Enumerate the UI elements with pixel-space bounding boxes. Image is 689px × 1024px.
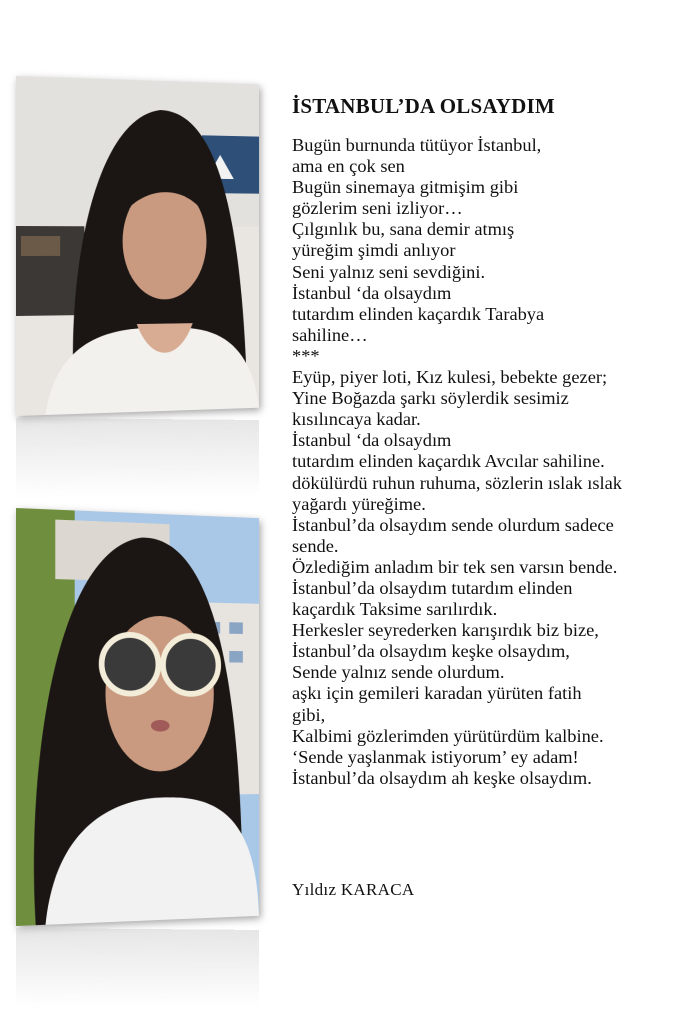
poem-line: Çılgınlık bu, sana demir atmış bbox=[292, 219, 515, 240]
poem-line: Eyüp, piyer loti, Kız kulesi, bebekte gezer; bbox=[292, 367, 608, 388]
poem-line: tutardım elinden kaçardık Tarabya bbox=[292, 303, 545, 324]
poem-line: İstanbul’da olsaydım sende olurdum sadece bbox=[292, 514, 614, 535]
poem-line: Seni yalnız seni sevdiğini. bbox=[292, 261, 486, 282]
poem-line: sende. bbox=[292, 535, 339, 556]
poem-line: gözlerim seni izliyor… bbox=[292, 198, 463, 219]
poem-line: İstanbul’da olsaydım tutardım elinden bbox=[292, 577, 573, 598]
poem-line: yüreğim şimdi anlıyor bbox=[292, 240, 456, 261]
author-portrait-photo-2 bbox=[16, 508, 259, 926]
poem-line: dökülürdü ruhun ruhuma, sözlerin ıslak ıslak bbox=[292, 472, 622, 493]
poem-line: Herkesler seyrederken karışırdık biz bize, bbox=[292, 620, 599, 641]
poem-line: ama en çok sen bbox=[292, 156, 405, 177]
portrait-1-illustration bbox=[16, 76, 259, 416]
poem-author: Yıldız KARACA bbox=[292, 880, 415, 899]
poem-body bbox=[292, 135, 682, 789]
poem-separator: *** bbox=[292, 345, 320, 366]
poem-line: ‘Sende yaşlanmak istiyorum’ ey adam! bbox=[292, 746, 579, 767]
portrait-2-illustration bbox=[16, 508, 259, 926]
poem-line: Bugün burnunda tütüyor İstanbul, bbox=[292, 135, 542, 155]
poem-title: İSTANBUL’DA OLSAYDIM bbox=[292, 94, 555, 118]
poem-line: Bugün sinemaya gitmişim gibi bbox=[292, 177, 519, 198]
poem-line: Özlediğim anladım bir tek sen varsın bende. bbox=[292, 556, 618, 577]
poem-line: Yine Boğazda şarkı söylerdik sesimiz bbox=[292, 388, 569, 409]
photo-2-reflection bbox=[16, 928, 259, 1008]
poem-line: Kalbimi gözlerimden yürütürdüm kalbine. bbox=[292, 725, 604, 746]
poem-line: İstanbul’da olsaydım ah keşke olsaydım. bbox=[292, 767, 592, 788]
photo-1-reflection bbox=[16, 418, 259, 498]
poem-line: sahiline… bbox=[292, 324, 368, 345]
poem-line: gibi, bbox=[292, 704, 326, 725]
poem-line: İstanbul ‘da olsaydım bbox=[292, 282, 452, 303]
poem-line: Sende yalnız sende olurdum. bbox=[292, 662, 505, 683]
poem-line: kısılıncaya kadar. bbox=[292, 409, 421, 430]
poem-line: tutardım elinden kaçardık Avcılar sahiline. bbox=[292, 451, 605, 472]
poem-line: aşkı için gemileri karadan yürüten fatih bbox=[292, 683, 582, 704]
poem-line: İstanbul ‘da olsaydım bbox=[292, 430, 452, 451]
author-portrait-photo-1 bbox=[16, 76, 259, 416]
poem-line: İstanbul’da olsaydım keşke olsaydım, bbox=[292, 641, 570, 662]
poem-line: yağardı yüreğime. bbox=[292, 493, 426, 514]
poem-line: kaçardık Taksime sarılırdık. bbox=[292, 599, 498, 620]
